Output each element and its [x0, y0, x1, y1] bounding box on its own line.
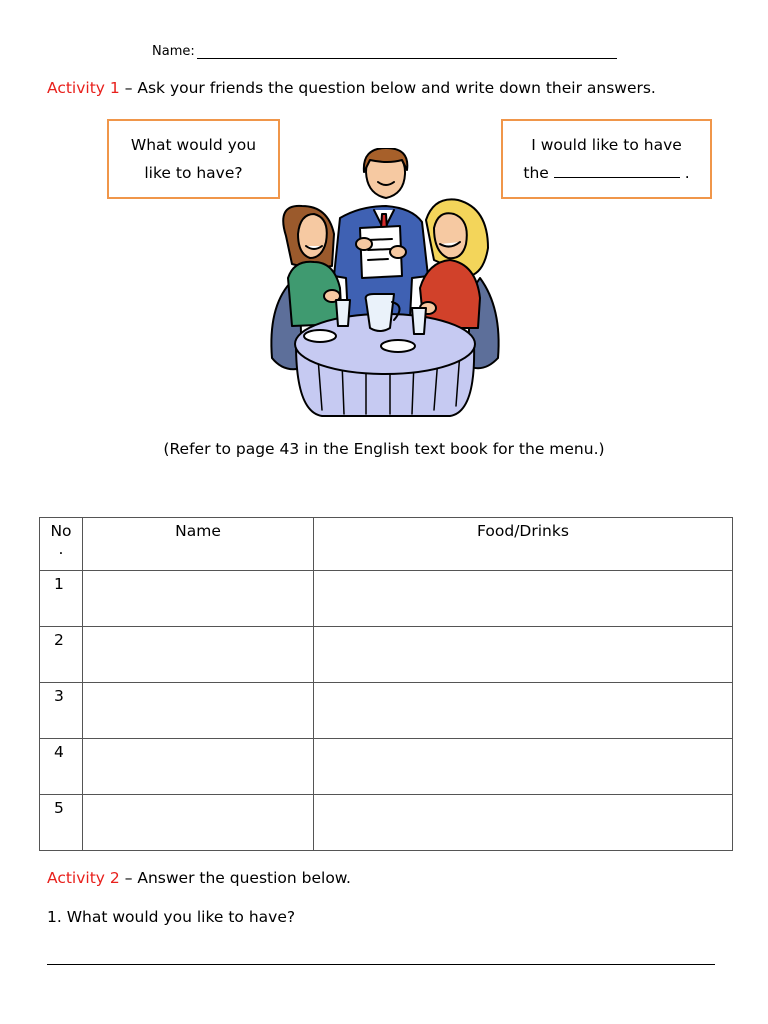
food-cell[interactable] [314, 739, 733, 795]
activity-1-label: Activity 1 [47, 79, 120, 97]
food-cell[interactable] [314, 627, 733, 683]
answers-table [39, 517, 733, 851]
name-cell[interactable] [83, 683, 314, 739]
answer-speech-box [501, 119, 712, 199]
header-no-text: No [50, 522, 72, 540]
row-number: 4 [40, 739, 83, 795]
header-name-text: Name [175, 522, 221, 540]
answer-blank[interactable] [554, 163, 680, 178]
answer-line-2 [503, 159, 710, 187]
name-cell[interactable] [83, 795, 314, 851]
restaurant-illustration [262, 148, 508, 428]
answer-suffix: . [684, 164, 690, 182]
header-name [83, 518, 314, 571]
row-number: 3 [40, 683, 83, 739]
row-number: 5 [40, 795, 83, 851]
activity-1-heading [47, 79, 656, 97]
table-row [40, 739, 733, 795]
header-food-text: Food/Drinks [477, 522, 569, 540]
activity-2-label: Activity 2 [47, 869, 120, 887]
question-speech-box [107, 119, 280, 199]
name-label: Name: [152, 44, 195, 59]
food-cell[interactable] [314, 683, 733, 739]
answer-line-1: I would like to have [531, 136, 682, 154]
food-cell[interactable] [314, 571, 733, 627]
question-line-2: like to have? [144, 164, 243, 182]
food-cell[interactable] [314, 795, 733, 851]
menu-reference-note: (Refer to page 43 in the English text book for the menu.) [163, 440, 605, 458]
header-no-dot: . [58, 540, 64, 558]
question-line-1: What would you [130, 136, 257, 154]
name-blank[interactable] [197, 44, 617, 59]
table-row [40, 683, 733, 739]
activity-1-instruction: – Ask your friends the question below and write down their answers. [119, 79, 656, 97]
row-number: 1 [40, 571, 83, 627]
table-header-row [40, 518, 733, 571]
header-no [40, 518, 83, 571]
activity-2-answer-line[interactable] [47, 954, 715, 965]
name-cell[interactable] [83, 739, 314, 795]
answer-prefix: the [523, 164, 549, 182]
activity-2-instruction: – Answer the question below. [119, 869, 351, 887]
name-field[interactable] [152, 44, 617, 59]
header-food [314, 518, 733, 571]
table-row [40, 571, 733, 627]
row-number: 2 [40, 627, 83, 683]
name-cell[interactable] [83, 571, 314, 627]
table-row [40, 795, 733, 851]
activity-2-heading [47, 869, 351, 887]
table-row [40, 627, 733, 683]
name-cell[interactable] [83, 627, 314, 683]
activity-2-question: 1. What would you like to have? [47, 908, 296, 926]
